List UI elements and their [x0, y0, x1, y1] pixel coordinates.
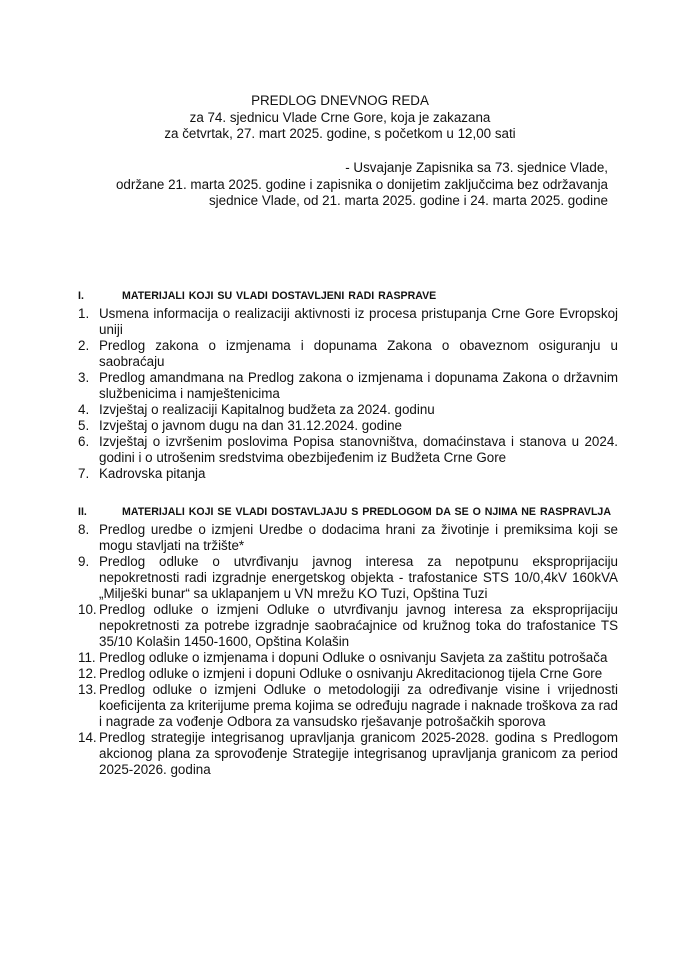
item-number: 12.	[78, 666, 97, 681]
date-line: za četvrtak, 27. mart 2025. godine, s početkom u 12,00 sati	[164, 126, 516, 141]
session-line: za 74. sjednicu Vlade Crne Gore, koja je zakazana	[189, 109, 491, 125]
item-number: 7.	[78, 466, 90, 481]
agenda-item	[78, 730, 618, 778]
section-discussion	[78, 290, 618, 482]
item-text: Predlog odluke o izmjeni Odluke o utvrđivanju javnog interesa za eksproprijaciju nepokretnosti za potrebe izgradnje saobraćajnice od kružnog toka do trafostanice TS 35/10 Kolašin 1450-1600, Opština Kolašin	[99, 602, 618, 649]
minutes-adoption	[60, 160, 608, 210]
item-text: Predlog odluke o izmjenama i dopuni Odluke o osnivanju Savjeta za zaštitu potrošača	[99, 650, 608, 665]
minutes-line: - Usvajanje Zapisnika sa 73. sjednice Vlade,	[345, 160, 608, 175]
item-text: Izvještaj o izvršenim poslovima Popisa stanovništva, domaćinstava i stanova u 2024. godini i o utrošenim sredstvima obezbijeđenim iz Budžeta Crne Gore	[99, 434, 618, 465]
agenda-item	[78, 402, 618, 418]
agenda-item	[78, 682, 618, 730]
agenda-item	[78, 554, 618, 602]
agenda-item	[78, 666, 618, 682]
item-number: 13.	[78, 682, 97, 697]
agenda-item	[78, 338, 618, 370]
item-number: 8.	[78, 522, 90, 537]
agenda-item	[78, 466, 618, 482]
agenda-item	[78, 418, 618, 434]
page-title: PREDLOG DNEVNOG REDA	[251, 93, 429, 108]
agenda-item	[78, 602, 618, 650]
item-number: 9.	[78, 554, 90, 569]
item-number: 11.	[78, 650, 96, 665]
item-text: Predlog odluke o izmjeni i dopuni Odluke o osnivanju Akreditacionog tijela Crne Gore	[99, 666, 603, 681]
agenda-item	[78, 434, 618, 466]
item-text: Predlog odluke o izmjeni Odluke o metodologiji za određivanje visine i vrijednosti koeficijenta za kriterijume prema kojima se određuju nagrade i naknade troškova za rad i nagrade za vođenje Odbora za vansudsko rješavanje potrošačkih sporova	[99, 682, 618, 729]
item-number: 14.	[78, 730, 97, 745]
agenda-item	[78, 522, 618, 554]
item-number: 6.	[78, 434, 90, 449]
minutes-line: održane 21. marta 2025. godine i zapisnika o donijetim zaključcima bez održavanja	[115, 176, 608, 192]
section-number: II.	[78, 506, 87, 518]
minutes-line: sjednice Vlade, od 21. marta 2025. godine i 24. marta 2025. godine	[208, 193, 608, 208]
item-number: 1.	[78, 306, 90, 321]
item-text: Kadrovska pitanja	[99, 466, 206, 481]
item-text: Izvještaj o realizaciji Kapitalnog budžeta za 2024. godinu	[99, 402, 435, 417]
item-text: Predlog zakona o izmjenama i dopunama Zakona o obaveznom osiguranju u saobraćaju	[99, 338, 618, 369]
item-text: Predlog odluke o utvrđivanju javnog interesa za nepotpunu eksproprijaciju nepokretnosti radi izgradnje energetskog objekta - trafostanice STS 10/0,4kV 160kVA „Milješki bunar“ sa uklapanjem u VN mrežu KO Tuzi, Opština Tuzi	[99, 554, 618, 601]
section-no-discussion	[78, 506, 618, 778]
section-heading	[78, 290, 618, 303]
item-text: Izvještaj o javnom dugu na dan 31.12.2024. godine	[99, 418, 403, 433]
agenda-item	[78, 306, 618, 338]
section-title: MATERIJALI KOJI SU VLADI DOSTAVLJENI RADI RASPRAVE	[122, 290, 437, 302]
item-number: 5.	[78, 418, 90, 433]
section-heading	[78, 506, 618, 519]
item-number: 10.	[78, 602, 97, 617]
item-text: Usmena informacija o realizaciji aktivnosti iz procesa pristupanja Crne Gore Evropskoj uniji	[99, 306, 618, 337]
agenda-item	[78, 370, 618, 402]
item-number: 4.	[78, 402, 90, 417]
section-number: I.	[78, 290, 84, 302]
item-number: 2.	[78, 338, 90, 353]
agenda-item	[78, 650, 618, 666]
agenda-header	[80, 93, 600, 143]
item-text: Predlog strategije integrisanog upravljanja granicom 2025-2028. godina s Predlogom akcionog plana za sprovođenje Strategije integrisanog upravljanja granicom za period 2025-2026. godina	[99, 730, 618, 777]
section-title: MATERIJALI KOJI SE VLADI DOSTAVLJAJU S PREDLOGOM DA SE O NJIMA NE RASPRAVLJA	[122, 506, 611, 518]
item-text: Predlog uredbe o izmjeni Uredbe o dodacima hrani za životinje i premiksima koji se mogu stavljati na tržište*	[99, 522, 618, 553]
item-number: 3.	[78, 370, 90, 385]
item-text: Predlog amandmana na Predlog zakona o izmjenama i dopunama Zakona o državnim službenicima i namještenicima	[99, 370, 618, 401]
